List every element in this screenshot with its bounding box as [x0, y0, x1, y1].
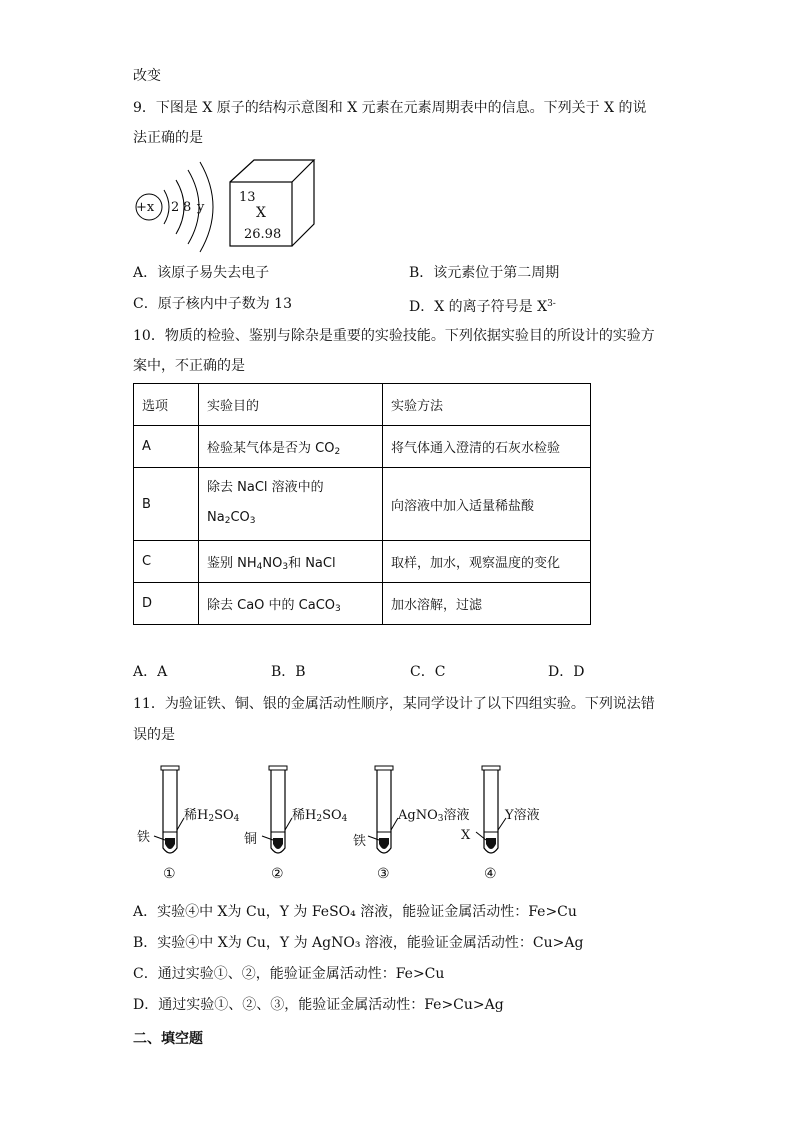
q9-option-c: C．原子核内中子数为 13	[133, 296, 292, 312]
tube-3-number: ③	[377, 866, 390, 882]
cell-symbol: X	[256, 205, 266, 221]
tube-1-solution-label: 稀$H_2SO_4$	[184, 808, 240, 824]
test-tube-1	[154, 766, 184, 853]
q9-stem-line2: 法正确的是	[133, 130, 203, 146]
tube-3-metal-label: 铁	[353, 834, 367, 849]
tube-1-metal-label: 铁	[137, 830, 151, 845]
test-tube-4	[476, 766, 506, 853]
tube-2-number: ②	[271, 866, 284, 882]
tube-1-number: ①	[163, 866, 176, 882]
q11-stem-line1: 11．为验证铁、铜、银的金属活动性顺序，某同学设计了以下四组实验。下列说法错	[133, 696, 655, 712]
header-option: 选项	[134, 384, 199, 426]
cell-atomic-mass: 26.98	[244, 227, 282, 242]
tube-4-solution-label: Y溶液	[505, 808, 540, 823]
tube-4-metal-label: X	[461, 828, 471, 843]
tube-2-metal-label: 铜	[244, 832, 258, 847]
q9-option-b: B．该元素位于第二周期	[409, 265, 560, 281]
q10-option-a: A．A	[133, 664, 168, 680]
table-row: A 检验某气体是否为 $CO_2$ 将气体通入澄清的石灰水检验	[134, 426, 591, 468]
intro-text: 改变	[133, 68, 161, 84]
table-header-row	[134, 384, 591, 426]
q9-option-d: D．X 的离子符号是 $X^{3-}$	[409, 299, 556, 315]
nucleus-charge: +x	[136, 200, 155, 215]
section-heading: 二、填空题	[133, 1031, 203, 1047]
q9-option-a: A．该原子易失去电子	[133, 265, 270, 281]
table-row: C 鉴别 $NH_4NO_3$和 NaCl 取样，加水，观察温度的变化	[134, 541, 591, 583]
q11-option-b: B．实验④中 X为 Cu，Y 为 AgNO₃ 溶液，能验证金属活动性：Cu>Ag	[133, 935, 584, 951]
q10-stem-line2: 案中，不正确的是	[133, 358, 245, 374]
table-row: D 除去 CaO 中的 CaCO$_3$ 加水溶解，过滤	[134, 583, 591, 625]
experiment-table	[133, 383, 591, 625]
cell-atomic-number: 13	[239, 190, 256, 205]
shell-1-electrons: 2	[171, 200, 180, 215]
q11-option-a: A．实验④中 X为 Cu，Y 为 FeSO₄ 溶液，能验证金属活动性：Fe>Cu	[133, 904, 577, 920]
q9-stem-line1: 9．下图是 X 原子的结构示意图和 X 元素在元素周期表中的信息。下列关于 X 的说	[133, 100, 647, 116]
shell-3-electrons: y	[197, 200, 205, 215]
q11-option-c: C．通过实验①、②，能验证金属活动性：Fe>Cu	[133, 966, 445, 982]
test-tube-2	[262, 766, 292, 853]
q11-stem-line2: 误的是	[133, 727, 175, 743]
table-row: B 除去 NaCl 溶液中的 $Na_2CO_3$ 向溶液中加入适量稀盐酸	[134, 468, 591, 541]
tube-4-number: ④	[484, 866, 497, 882]
q10-stem-line1: 10．物质的检验、鉴别与除杂是重要的实验技能。下列依据实验目的所设计的实验方	[133, 328, 655, 344]
tube-3-solution-label: AgNO$_3$溶液	[398, 808, 470, 824]
q10-option-b: B．B	[271, 664, 306, 680]
shell-2-electrons: 8	[183, 200, 192, 215]
q11-option-d: D．通过实验①、②、③，能验证金属活动性：Fe>Cu>Ag	[133, 997, 504, 1013]
q10-option-c: C．C	[410, 664, 446, 680]
header-purpose: 实验目的	[199, 384, 383, 426]
q10-option-d: D．D	[548, 664, 585, 680]
header-method: 实验方法	[383, 384, 591, 426]
tube-2-solution-label: 稀$H_2SO_4$	[292, 808, 348, 824]
test-tube-3	[368, 766, 398, 853]
